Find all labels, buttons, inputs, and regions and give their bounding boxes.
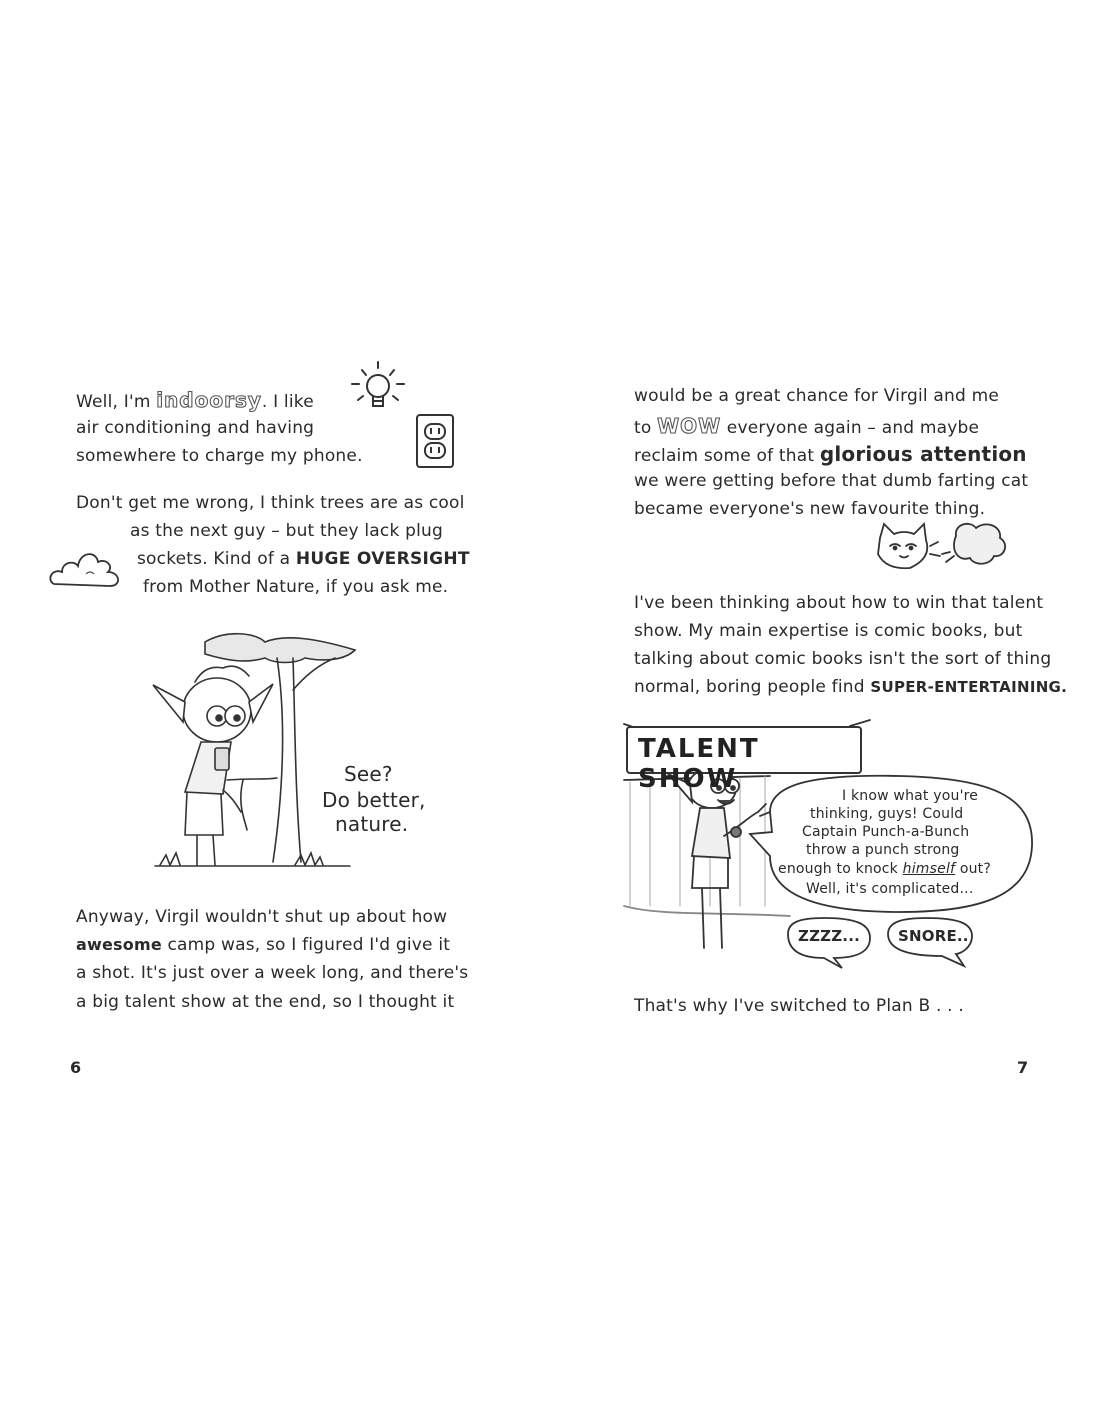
- text-fragment: camp was, so I figured I'd give it: [161, 935, 451, 955]
- huge-oversight-text: HUGE OVERSIGHT: [295, 549, 470, 569]
- para2-line4: from Mother Nature, if you ask me.: [143, 577, 449, 597]
- para3-line2: [76, 935, 450, 955]
- himself-text: himself: [902, 861, 956, 877]
- speech-line5: [778, 861, 991, 877]
- para2-line2: as the next guy – but they lack plug: [130, 521, 443, 541]
- para2-line3: [137, 549, 470, 569]
- r-para2-line1: I've been thinking about how to win that talent: [634, 593, 1044, 613]
- speech-line4: throw a punch strong: [806, 842, 960, 858]
- para3-line1: Anyway, Virgil wouldn't shut up about how: [76, 907, 448, 927]
- indoorsy-word: indoorsy: [156, 388, 262, 412]
- text-fragment: Well, I'm: [76, 392, 157, 412]
- text-fragment: . I like: [261, 392, 314, 412]
- para1-line3: somewhere to charge my phone.: [76, 446, 363, 466]
- para1-line1: [76, 388, 314, 412]
- r-para2-line4: [634, 677, 1067, 697]
- zzz-text: ZZZZ...: [798, 927, 861, 945]
- page-number-left: 6: [70, 1058, 82, 1077]
- r-para2-line3: talking about comic books isn't the sort of thing: [634, 649, 1052, 669]
- text-fragment: normal, boring people find: [634, 677, 871, 697]
- text-fragment: out?: [955, 861, 991, 877]
- r-para2-line2: show. My main expertise is comic books, but: [634, 621, 1023, 641]
- speech-line2: thinking, guys! Could: [810, 806, 964, 822]
- page-number-right: 7: [1017, 1058, 1029, 1077]
- para3-line3: a shot. It's just over a week long, and there's: [76, 963, 469, 983]
- cloud-icon: [48, 540, 126, 592]
- tree-caption-line3: nature.: [335, 812, 409, 836]
- text-fragment: reclaim some of that: [634, 446, 820, 466]
- text-fragment: sockets. Kind of a: [137, 549, 296, 569]
- r-para1-line3: [634, 442, 1027, 466]
- super-entertaining-text: SUPER-ENTERTAINING.: [870, 678, 1068, 696]
- para2-line1: Don't get me wrong, I think trees are as cool: [76, 493, 465, 513]
- para3-line4: a big talent show at the end, so I thought it: [76, 992, 455, 1012]
- farting-cat-icon: [870, 518, 1015, 582]
- para1-line2: air conditioning and having: [76, 418, 315, 438]
- banner-text: TALENT SHOW: [638, 734, 760, 794]
- r-para1-line5: became everyone's new favourite thing.: [634, 499, 986, 519]
- text-fragment: enough to knock: [778, 861, 903, 877]
- r-para1-line2: [634, 414, 979, 438]
- closing-line: That's why I've switched to Plan B . . .: [634, 996, 964, 1016]
- speech-line6: Well, it's complicated...: [806, 881, 974, 897]
- awesome-text: awesome: [76, 935, 162, 954]
- tree-caption-line2: Do better,: [322, 788, 426, 812]
- snore-text: SNORE..: [898, 927, 969, 945]
- boy-and-tree-illustration: [145, 630, 360, 875]
- glorious-attention-text: glorious attention: [819, 442, 1027, 466]
- tree-caption-line1: See?: [344, 762, 393, 786]
- text-fragment: to: [634, 418, 658, 438]
- r-para1-line1: would be a great chance for Virgil and me: [634, 386, 1000, 406]
- plug-socket-icon: [414, 412, 458, 470]
- speech-line1: I know what you're: [842, 788, 979, 804]
- text-fragment: everyone again – and maybe: [721, 418, 980, 438]
- wow-word: WOW: [657, 414, 722, 438]
- talent-show-banner: [626, 726, 862, 794]
- light-bulb-icon: [342, 356, 412, 426]
- speech-line3: Captain Punch-a-Bunch: [802, 824, 970, 840]
- r-para1-line4: we were getting before that dumb farting cat: [634, 471, 1029, 491]
